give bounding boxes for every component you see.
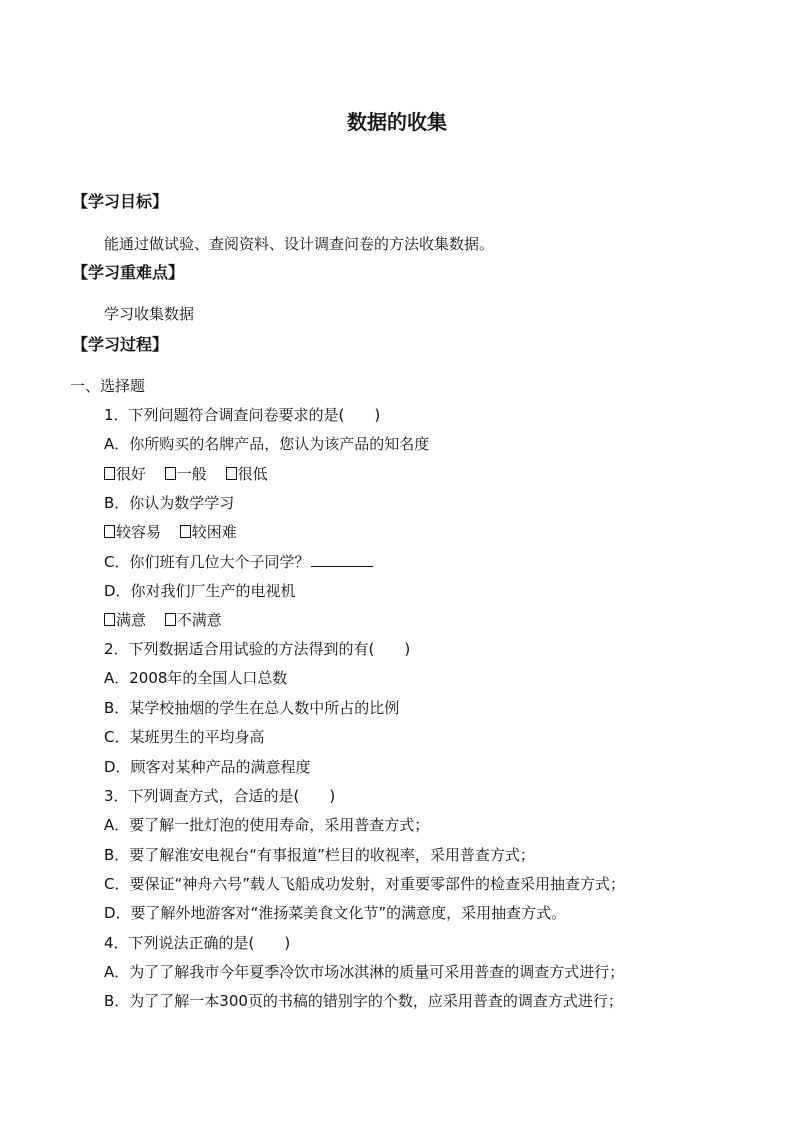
checkbox-icon — [165, 613, 176, 626]
checkbox-icon — [226, 467, 237, 480]
q2-stem: 2．下列数据适合用试验的方法得到的有( ) — [104, 640, 411, 658]
checkbox-icon — [104, 467, 115, 480]
q1-a-choice: 很低 — [226, 465, 268, 483]
q4-stem: 4．下列说法正确的是( ) — [104, 934, 291, 952]
answer-blank — [311, 552, 373, 567]
q1-option-b: B．你认为数学学习 — [104, 494, 235, 512]
part-one-heading: 一、选择题 — [70, 377, 146, 395]
q1-option-c: C．你们班有几位大个子同学？ — [104, 552, 373, 572]
checkbox-icon — [165, 467, 176, 480]
page-title: 数据的收集 — [347, 110, 447, 134]
q1-b-choice: 较容易 — [104, 523, 161, 541]
learning-goal-heading: 【学习目标】 — [72, 192, 169, 211]
q3-stem: 3．下列调查方式，合适的是( ) — [104, 787, 336, 805]
q2-option-c: C．某班男生的平均身高 — [104, 728, 265, 746]
q4-option-a: A．为了了解我市今年夏季冷饮市场冰淇淋的质量可采用普查的调查方式进行； — [104, 963, 625, 981]
q4-option-b: B．为了了解一本300页的书稿的错别字的个数，应采用普查的调查方式进行； — [104, 992, 623, 1010]
q1-a-choice: 一般 — [165, 465, 207, 483]
q3-option-d: D．要了解外地游客对“淮扬菜美食文化节”的满意度，采用抽查方式。 — [104, 904, 567, 922]
q2-option-b: B．某学校抽烟的学生在总人数中所占的比例 — [104, 699, 400, 717]
key-points-heading: 【学习重难点】 — [72, 263, 185, 282]
q2-option-a: A．2008年的全国人口总数 — [104, 669, 288, 687]
q1-option-d: D．你对我们厂生产的电视机 — [104, 582, 296, 600]
checkbox-icon — [104, 613, 115, 626]
q1-d-choices — [104, 610, 236, 630]
q2-option-d: D．顾客对某种产品的满意程度 — [104, 758, 311, 776]
q1-a-choice: 很好 — [104, 465, 146, 483]
q1-option-a: A．你所购买的名牌产品，您认为该产品的知名度 — [104, 435, 430, 453]
q1-a-choices — [104, 464, 282, 484]
checkbox-icon — [180, 525, 191, 538]
learning-goal-text: 能通过做试验、查阅资料、设计调查问卷的方法收集数据。 — [104, 235, 495, 253]
learning-process-heading: 【学习过程】 — [72, 335, 169, 354]
key-points-text: 学习收集数据 — [104, 305, 195, 323]
q1-b-choices — [104, 522, 251, 542]
q1-d-choice: 不满意 — [165, 611, 222, 629]
q3-option-c: C．要保证“神舟六号”载人飞船成功发射，对重要零部件的检查采用抽查方式； — [104, 875, 626, 893]
checkbox-icon — [104, 525, 115, 538]
q1-stem: 1．下列问题符合调查问卷要求的是( ) — [104, 406, 381, 424]
q1-d-choice: 满意 — [104, 611, 146, 629]
q3-option-a: A．要了解一批灯泡的使用寿命，采用普查方式； — [104, 816, 430, 834]
q1-b-choice: 较困难 — [180, 523, 237, 541]
q3-option-b: B．要了解淮安电视台“有事报道”栏目的收视率，采用普查方式； — [104, 846, 535, 864]
